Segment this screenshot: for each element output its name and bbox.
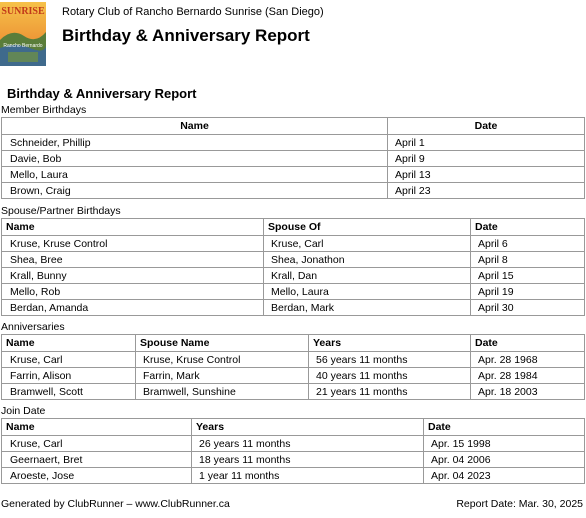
column-header-spouse-name: Spouse Name: [136, 335, 309, 352]
birthday-date: April 30: [471, 300, 585, 316]
spouse-name: Kruse, Kruse Control: [2, 236, 264, 252]
spouse-of: Berdan, Mark: [264, 300, 471, 316]
join-date: Apr. 04 2023: [424, 468, 585, 484]
table-header-row: [2, 419, 585, 436]
birthday-date: April 19: [471, 284, 585, 300]
spouse-name: Berdan, Amanda: [2, 300, 264, 316]
spouse-name: Mello, Rob: [2, 284, 264, 300]
birthday-date: April 8: [471, 252, 585, 268]
spouse-name: Krall, Bunny: [2, 268, 264, 284]
column-header-years: Years: [309, 335, 471, 352]
table-row: [2, 284, 585, 300]
membership-years: 26 years 11 months: [192, 436, 424, 452]
spouse-name: Shea, Bree: [2, 252, 264, 268]
member-name: Farrin, Alison: [2, 368, 136, 384]
spouse-of: Kruse, Carl: [264, 236, 471, 252]
anniversaries-label: Anniversaries: [1, 321, 65, 333]
table-row: [2, 151, 585, 167]
birthday-date: April 15: [471, 268, 585, 284]
column-header-spouse-of: Spouse Of: [264, 219, 471, 236]
anniversaries-table: [1, 334, 585, 400]
anniversary-years: 56 years 11 months: [309, 352, 471, 368]
membership-years: 18 years 11 months: [192, 452, 424, 468]
logo-top-text: SUNRISE: [1, 6, 45, 17]
spouse-of: Shea, Jonathon: [264, 252, 471, 268]
column-header-date: Date: [471, 335, 585, 352]
column-header-date: Date: [388, 118, 585, 135]
anniversary-years: 40 years 11 months: [309, 368, 471, 384]
birthday-date: April 23: [388, 183, 585, 199]
column-header-years: Years: [192, 419, 424, 436]
table-row: [2, 300, 585, 316]
join-date: Apr. 15 1998: [424, 436, 585, 452]
table-row: [2, 368, 585, 384]
club-name: Rotary Club of Rancho Bernardo Sunrise (San Diego): [62, 6, 324, 18]
member-name: Brown, Craig: [2, 183, 388, 199]
spouse-of: Mello, Laura: [264, 284, 471, 300]
table-row: [2, 352, 585, 368]
spouse-birthdays-label: Spouse/Partner Birthdays: [1, 205, 121, 217]
column-header-name: Name: [2, 335, 136, 352]
spouse-birthdays-table: [1, 218, 585, 316]
birthday-date: April 9: [388, 151, 585, 167]
report-title: Birthday & Anniversary Report: [62, 26, 310, 45]
table-header-row: [2, 219, 585, 236]
table-row: [2, 468, 585, 484]
member-name: Schneider, Phillip: [2, 135, 388, 151]
table-row: [2, 183, 585, 199]
anniversary-years: 21 years 11 months: [309, 384, 471, 400]
spouse-of: Krall, Dan: [264, 268, 471, 284]
member-name: Mello, Laura: [2, 167, 388, 183]
member-name: Kruse, Carl: [2, 436, 192, 452]
table-header-row: [2, 335, 585, 352]
anniversary-date: Apr. 28 1968: [471, 352, 585, 368]
generated-by-footer: Generated by ClubRunner – www.ClubRunner.ca: [1, 498, 230, 510]
table-row: [2, 436, 585, 452]
page-title: Birthday & Anniversary Report: [7, 86, 197, 101]
member-birthdays-table: [1, 117, 585, 199]
table-row: [2, 252, 585, 268]
table-row: [2, 452, 585, 468]
member-name: Bramwell, Scott: [2, 384, 136, 400]
anniversary-date: Apr. 28 1984: [471, 368, 585, 384]
member-name: Geernaert, Bret: [2, 452, 192, 468]
member-name: Kruse, Carl: [2, 352, 136, 368]
birthday-date: April 6: [471, 236, 585, 252]
birthday-date: April 13: [388, 167, 585, 183]
table-row: [2, 236, 585, 252]
member-birthdays-label: Member Birthdays: [1, 104, 87, 116]
report-header: [0, 0, 586, 68]
column-header-date: Date: [424, 419, 585, 436]
anniversary-date: Apr. 18 2003: [471, 384, 585, 400]
birthday-date: April 1: [388, 135, 585, 151]
spouse-name: Kruse, Kruse Control: [136, 352, 309, 368]
column-header-name: Name: [2, 118, 388, 135]
column-header-date: Date: [471, 219, 585, 236]
table-row: [2, 167, 585, 183]
table-row: [2, 135, 585, 151]
report-date: Report Date: Mar. 30, 2025: [456, 498, 583, 510]
logo-bottom-text: Rancho Bernardo: [3, 43, 43, 49]
club-logo-image: [0, 2, 46, 66]
join-date-table: [1, 418, 585, 484]
membership-years: 1 year 11 months: [192, 468, 424, 484]
join-date-label: Join Date: [1, 405, 46, 417]
member-name: Aroeste, Jose: [2, 468, 192, 484]
table-header-row: [2, 118, 585, 135]
spouse-name: Farrin, Mark: [136, 368, 309, 384]
join-date: Apr. 04 2006: [424, 452, 585, 468]
column-header-name: Name: [2, 419, 192, 436]
table-row: [2, 268, 585, 284]
table-row: [2, 384, 585, 400]
club-logo: [0, 2, 46, 66]
spouse-name: Bramwell, Sunshine: [136, 384, 309, 400]
member-name: Davie, Bob: [2, 151, 388, 167]
column-header-name: Name: [2, 219, 264, 236]
